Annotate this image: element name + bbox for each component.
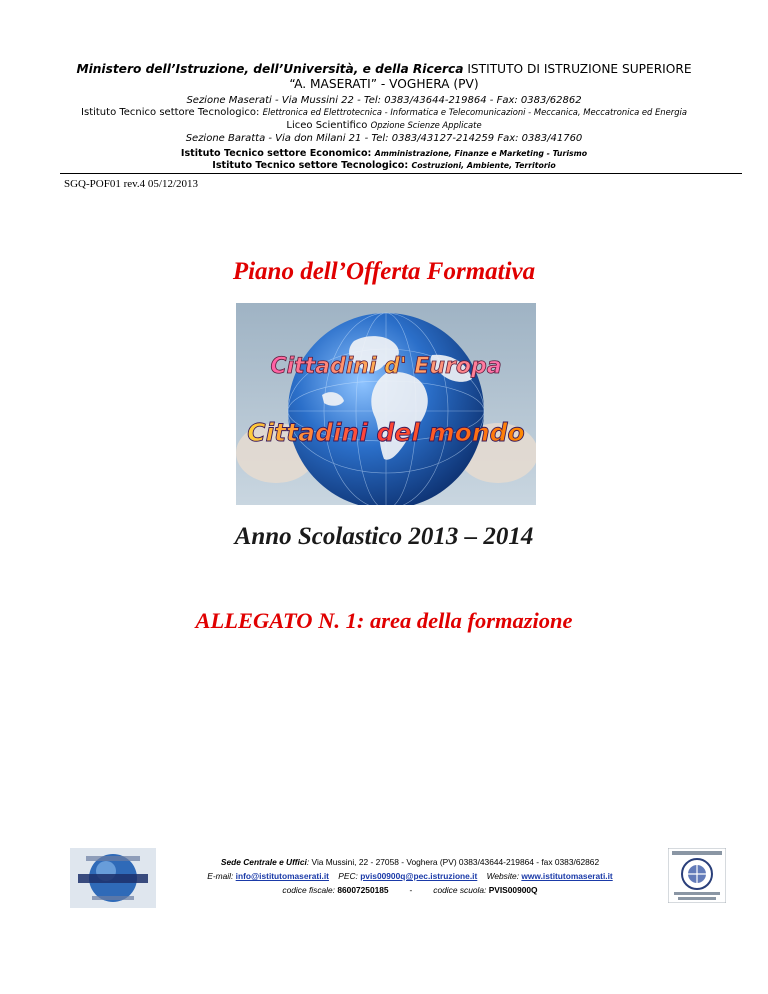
institute-type: ISTITUTO DI ISTRUZIONE SUPERIORE bbox=[467, 62, 692, 76]
institute-name: “A. MASERATI” - VOGHERA (PV) bbox=[289, 77, 479, 91]
ministry-name: Ministero dell’Istruzione, dell’Università, e della Ricerca bbox=[76, 62, 464, 76]
certification-seal-icon bbox=[668, 848, 726, 903]
globe-caption-bottom: Cittadini del mondo bbox=[247, 418, 525, 447]
header-divider bbox=[60, 173, 742, 174]
certification-logo bbox=[668, 848, 726, 903]
school-logo-icon bbox=[70, 848, 156, 908]
school-logo bbox=[70, 848, 156, 908]
footer-codes-line: codice fiscale: 86007250185 - codice scuola: PVIS00900Q bbox=[282, 885, 538, 895]
document-reference: SGQ-POF01 rev.4 05/12/2013 bbox=[64, 178, 199, 190]
liceo-detail: Opzione Scienze Applicate bbox=[370, 120, 482, 130]
sede-address: Via Mussini, 22 - 27058 - Voghera (PV) 0383/43644-219864 - fax 0383/62862 bbox=[311, 857, 600, 867]
ministry-line bbox=[0, 62, 768, 76]
email-label: E-mail: bbox=[207, 871, 234, 881]
economico-detail: Amministrazione, Finanze e Marketing - Turismo bbox=[374, 149, 588, 158]
globe-caption-top: Cittadini d' Europa bbox=[270, 354, 502, 379]
tecnologico-detail: Elettronica ed Elettrotecnica - Informatica e Telecomunicazioni - Meccanica, Meccatronica ed Energia bbox=[262, 107, 687, 117]
cf-value: 86007250185 bbox=[337, 885, 389, 895]
document-title: Piano dell’Offerta Formativa bbox=[232, 258, 536, 285]
globe-image bbox=[236, 303, 536, 505]
school-year: Anno Scolastico 2013 – 2014 bbox=[234, 523, 534, 550]
costruzioni-label: Istituto Tecnico settore Tecnologico: bbox=[212, 160, 409, 171]
pec-label: PEC: bbox=[338, 871, 358, 881]
costruzioni-line bbox=[0, 160, 768, 171]
footer-contacts-line bbox=[160, 871, 660, 881]
economico-label: Istituto Tecnico settore Economico: bbox=[180, 148, 372, 159]
code-value: PVIS00900Q bbox=[488, 885, 538, 895]
cf-label: codice fiscale: bbox=[282, 885, 336, 895]
economico-line bbox=[0, 148, 768, 159]
costruzioni-detail: Costruzioni, Ambiente, Territorio bbox=[411, 161, 556, 170]
tecnologico-line bbox=[0, 107, 768, 118]
globe-graphic bbox=[236, 303, 536, 505]
footer-address-line: Sede Centrale e Uffici: Via Mussini, 22 - 27058 - Voghera (PV) 0383/43644-219864 - fax 0383/62862 bbox=[220, 857, 600, 867]
attachment-title: ALLEGATO N. 1: area della formazione bbox=[195, 608, 573, 633]
pec-link[interactable]: pvis00900q@pec.istruzione.it bbox=[360, 871, 478, 881]
tecnologico-label: Istituto Tecnico settore Tecnologico: bbox=[81, 107, 260, 118]
website-link[interactable]: www.istitutomaserati.it bbox=[521, 871, 613, 881]
sezione-baratta: Sezione Baratta - Via don Milani 21 - Tel: 0383/43127-214259 Fax: 0383/41760 bbox=[185, 133, 583, 144]
sezione-maserati: Sezione Maserati - Via Mussini 22 - Tel: 0383/43644-219864 - Fax: 0383/62862 bbox=[186, 95, 582, 106]
liceo-line bbox=[0, 120, 768, 131]
website-label: Website: bbox=[486, 871, 520, 881]
sede-label: Sede Centrale e Uffici bbox=[220, 857, 307, 867]
liceo-label: Liceo Scientifico bbox=[286, 120, 368, 131]
code-label: codice scuola: bbox=[433, 885, 487, 895]
email-link[interactable]: info@istitutomaserati.it bbox=[235, 871, 329, 881]
